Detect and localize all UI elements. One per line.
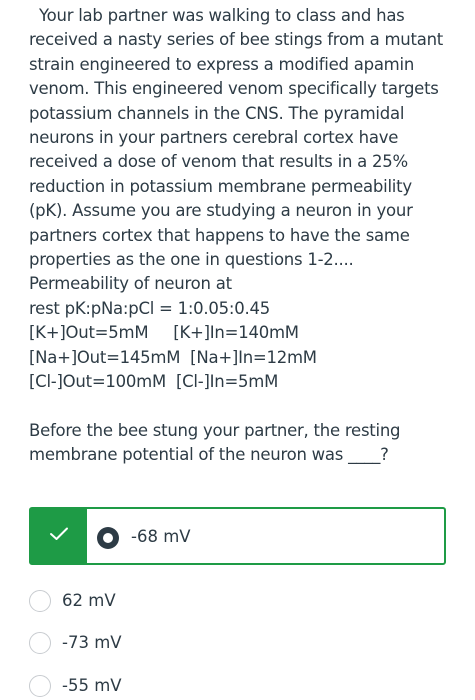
question-block (29, 4, 449, 467)
radio-selected[interactable] (97, 527, 119, 549)
data-line-permeability-title: Permeability of neuron at (29, 274, 232, 294)
check-icon (49, 526, 69, 546)
question-prompt: Your lab partner was walking to class and has received a nasty series of bee stings from a mutant strain engineered to express a modified apamin venom. This engineered venom specifically targets potassium channels in the CNS. The pyramidal neurons in your partners cerebral cortex have received a dose of venom that results in a 25% reduction in potassium membrane permeability (pK). Assume you are studying a neuron in your partners cortex that happens to have the same properties as the one in questions 1-2.... (29, 6, 444, 270)
answer-option-3[interactable] (29, 672, 329, 700)
answer-option-1[interactable] (29, 587, 329, 615)
radio-unselected[interactable] (29, 590, 51, 612)
answer-label-1: 62 mV (62, 591, 116, 610)
question-ask: Before the bee stung your partner, the resting membrane potential of the neuron was ____? (29, 420, 401, 464)
answer-label-2: -73 mV (62, 633, 122, 652)
answer-option-selected[interactable] (29, 507, 446, 565)
neuron-data (29, 272, 449, 394)
radio-unselected[interactable] (29, 632, 51, 654)
correct-answer-flag (31, 509, 87, 563)
data-line-chloride: [Cl-]Out=100mM [Cl-]In=5mM (29, 372, 279, 392)
radio-unselected[interactable] (29, 675, 51, 697)
answer-option-2[interactable] (29, 629, 329, 657)
answer-label-selected: -68 mV (131, 527, 191, 546)
data-line-potassium: [K+]Out=5mM [K+]In=140mM (29, 323, 299, 343)
data-line-permeability-ratio: rest pK:pNa:pCl = 1:0.05:0.45 (29, 298, 270, 318)
answer-label-3: -55 mV (62, 676, 122, 695)
data-line-sodium: [Na+]Out=145mM [Na+]In=12mM (29, 347, 317, 367)
